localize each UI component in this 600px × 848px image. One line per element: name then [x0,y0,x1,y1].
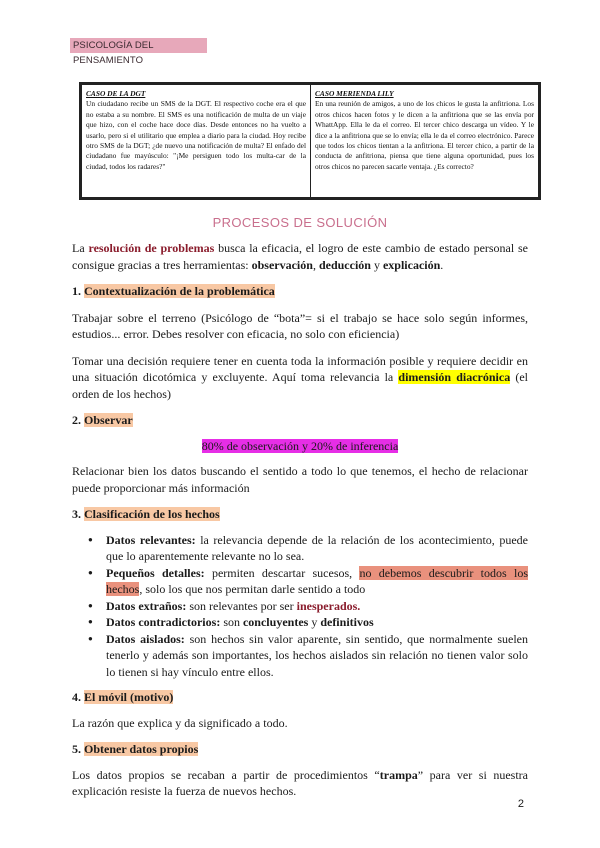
bullet-text-detalles: permiten descartar sucesos, [204,565,360,580]
list-item [106,598,528,615]
term-deduccion: deducción [318,257,371,272]
bullet-text-detalles-end: , solo los que nos permitan darle sentido a todo [139,582,366,596]
term-trampa: trampa [379,767,418,782]
case-studies-box [79,82,541,200]
s5-paragraph-start: Los datos propios se recaban a partir de procedimientos “ [72,767,380,782]
heading-1 [72,283,528,300]
heading-5 [72,741,528,758]
list-item [106,532,528,565]
s5-paragraph-end: ” para ver si nuestra explicación resiste la fuerza de nuevos hechos. [72,767,529,798]
s1-paragraph-2-end: (el orden de los hechos) [72,370,528,401]
facts-classification-list [72,532,528,681]
dimension-diacronica-highlight: dimensión diacrónica [398,370,511,384]
bullet-label-relevantes: Datos relevantes: [106,532,196,547]
page-number: 2 [517,798,524,810]
s1-paragraph-1: Trabajar sobre el terreno (Psicólogo de “bota”= si el trabajo se hace solo según informes, estudios... error. Debes resolver con eficacia, no solo con eficiencia) [72,310,528,341]
s1-paragraph-2 [72,353,528,403]
course-header-tag: PSICOLOGÍA DEL PENSAMIENTO [70,38,207,53]
document-body [72,240,528,800]
intro-text-start: La [72,241,89,255]
s1-paragraph-2-start: Tomar una decisión requiere tener en cuenta toda la información posible y requiere decidir en una situación dicotómica y excluyente. Aquí toma relevancia la [72,353,528,384]
contradictorios-sep: y [308,615,321,629]
heading-5-title: Obtener datos propios [84,742,199,756]
case-dgt [82,85,310,197]
term-explicacion: explicación [382,257,441,272]
case-dgt-text: Un ciudadano recibe un SMS de la DGT. El respectivo coche era el que no estaba a su nombre. El SMS es una notificación de multa de un viaje que hizo, con el coche hace doce días. Desde entonces no ha vuelto a usarlo, pero si el utilitario que emplea a diario para la ciudad. Hoy recibe otro SMS de la DGT; ¿de nuevo una notificación de multa? El enfado del ciudadano fue mayúsculo: "¡Me persiguen todo los multa-car de la ciudad, todos los radares?" [86,99,306,171]
list-item [106,565,528,598]
intro-sep-1: , [312,257,319,272]
case-lily-title: CASO MERIENDA LILY [315,89,394,98]
intro-end: . [440,257,444,272]
heading-4-number: 4. [72,690,84,704]
heading-2-title: Observar [84,413,133,427]
term-definitivos: definitivos [320,615,374,629]
s2-paragraph: Relacionar bien los datos buscando el sentido a todo lo que tenemos, el hecho de relacionar puede proporcionar más información [72,464,528,495]
intro-paragraph [72,240,528,273]
bullet-text-extranos: son relevantes por ser [186,598,297,613]
bullet-text-aislados: son hechos sin valor aparente, sin sentido, que normalmente suelen tenerlo y además son importantes, los hechos aislados sin relación no tienen valor solo lo tienen si hay vínculo entre ellos. [106,631,529,679]
heading-1-number: 1. [72,284,84,298]
heading-3-title: Clasificación de los hechos [84,507,220,521]
section-title: PROCESOS DE SOLUCIÓN [212,215,388,230]
list-item [106,631,528,681]
term-resolucion: resolución de problemas [88,241,215,255]
heading-5-number: 5. [72,742,84,756]
s2-highlight-line [72,438,528,455]
term-observacion: observación [251,257,313,272]
intro-text-mid: busca la eficacia, el logro de este cambio de estado personal se consigue gracias a tres herramientas: [72,241,529,272]
list-item [106,614,528,631]
bullet-label-detalles: Pequeños detalles: [106,565,205,580]
heading-2-number: 2. [72,413,84,427]
intro-sep-2: y [370,257,383,272]
bullet-text-contradictorios: son [220,615,243,629]
inesperados-term: inesperados. [296,598,361,613]
bullet-label-extranos: Datos extraños: [106,598,187,613]
term-concluyentes: concluyentes [242,615,309,629]
bullet-text-relevantes: la relevancia depende de la relación de los acontecimiento, puede que lo aparentemente relevante no lo sea. [106,532,528,563]
observation-ratio-highlight: 80% de observación y 20% de inferencia [201,438,399,453]
heading-2 [72,412,528,429]
heading-1-title: Contextualización de la problemática [84,284,275,298]
bullet-label-aislados: Datos aislados: [106,631,185,646]
case-dgt-title: CASO DE LA DGT [86,89,146,98]
s5-paragraph [72,767,528,800]
case-lily [310,85,538,197]
bullet-label-contradictorios: Datos contradictorios: [106,615,221,629]
s4-paragraph: La razón que explica y da significado a todo. [72,715,288,730]
detalles-highlight: no debemos descubrir todos los hechos [106,565,528,596]
heading-4-title: El móvil (motivo) [84,690,174,704]
case-lily-text: En una reunión de amigos, a uno de los chicos le gusta la anfitriona. Los otros chicos hacen fotos y le dicen a la anfitriona que se las envía por WhattApp. Ella le da el correo. El tercer chico descarga un vídeo. Y le dice a la anfitriona que se lo envía; ella le da el correo electrónico. Parece que todos los chicos tientan a la anfitriona. El tercer chico, a partir de la conducta de anfitriona, piensa que tiene alguna oportunidad, pues los otros chicos no parecen sacarle ventaja. ¿Es correcto? [315,99,534,171]
heading-4 [72,689,528,706]
heading-3-number: 3. [72,507,84,521]
heading-3 [72,506,528,523]
